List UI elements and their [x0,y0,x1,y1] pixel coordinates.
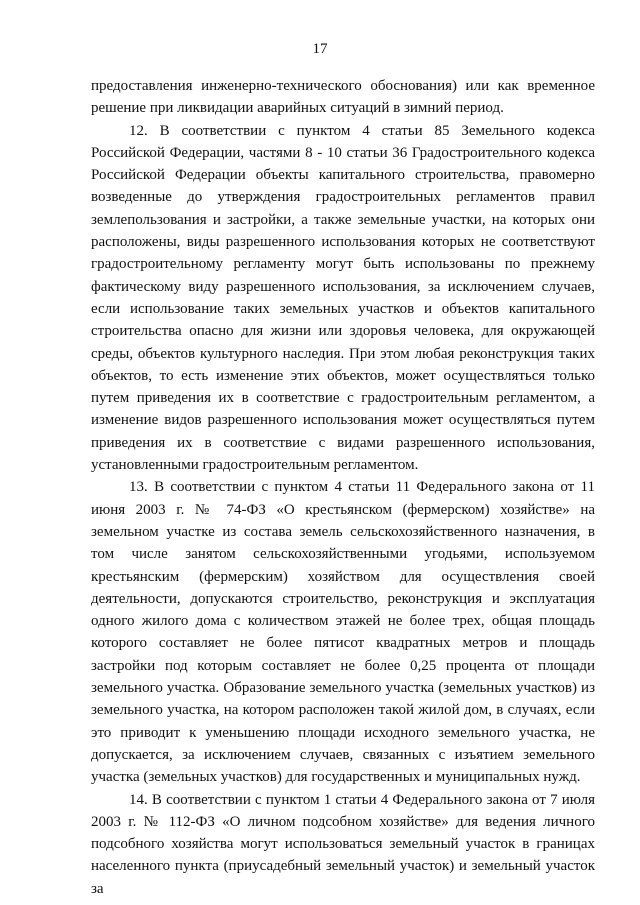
paragraph-14: 14. В соответствии с пунктом 1 статьи 4 Федерального закона от 7 июля 2003 г. № 112-ФЗ «О личном подсобном хозяйстве» для ведения личного подсобного хозяйства могут использоваться земельный участок в границах населенного пункта (приусадебный земельный участок) и земельный участок за [91,791,595,897]
page-number: 17 [312,41,328,57]
document-body [91,75,595,900]
paragraph-13: 13. В соответствии с пунктом 4 статьи 11 Федерального закона от 11 июня 2003 г. № 74-ФЗ «О крестьянском (фермерском) хозяйстве» на земельном участке из состава земель сельскохозяйственного назначения, в том числе занятом сельскохозяйственными угодьями, используемом крестьянским (фермерским) хозяйством для осуществления своей деятельности, допускаются строительство, реконструкция и эксплуатация одного жилого дома с количеством этажей не более трех, общая площадь которого составляет не более пятисот квадратных метров и площадь застройки под которым составляет не более 0,25 процента от площади земельного участка. Образование земельного участка (земельных участков) из земельного участка, на котором расположен такой жилой дом, в случаях, если это приводит к уменьшению площади исходного земельного участка, не допускается, за исключением случаев, связанных с изъятием земельного участка (земельных участков) для государственных и муниципальных нужд. [91,479,595,786]
paragraph-continuation: предоставления инженерно-технического обоснования) или как временное решение при ликвидации аварийных ситуаций в зимний период. [91,78,595,117]
paragraph-12: 12. В соответствии с пунктом 4 статьи 85 Земельного кодекса Российской Федерации, частями 8 - 10 статьи 36 Градостроительного кодекса Российской Федерации объекты капитального строительства, правомерно возведенные до утверждения градостроительных регламентов правил землепользования и застройки, а также земельные участки, на которых они расположены, виды разрешенного использования которых не соответствуют градостроительному регламенту могут быть использованы по прежнему фактическому виду разрешенного использования, за исключением случаев, если использование таких земельных участков и объектов капитального строительства опасно для жизни или здоровья человека, для окружающей среды, объектов культурного наследия. При этом любая реконструкция таких объектов, то есть изменение этих объектов, может осуществляться только путем приведения их в соответствие с градостроительным регламентом, а изменение видов разрешенного использования может осуществляться путем приведения их в соответствие с видами разрешенного использования, установленными градостроительным регламентом. [91,122,595,474]
